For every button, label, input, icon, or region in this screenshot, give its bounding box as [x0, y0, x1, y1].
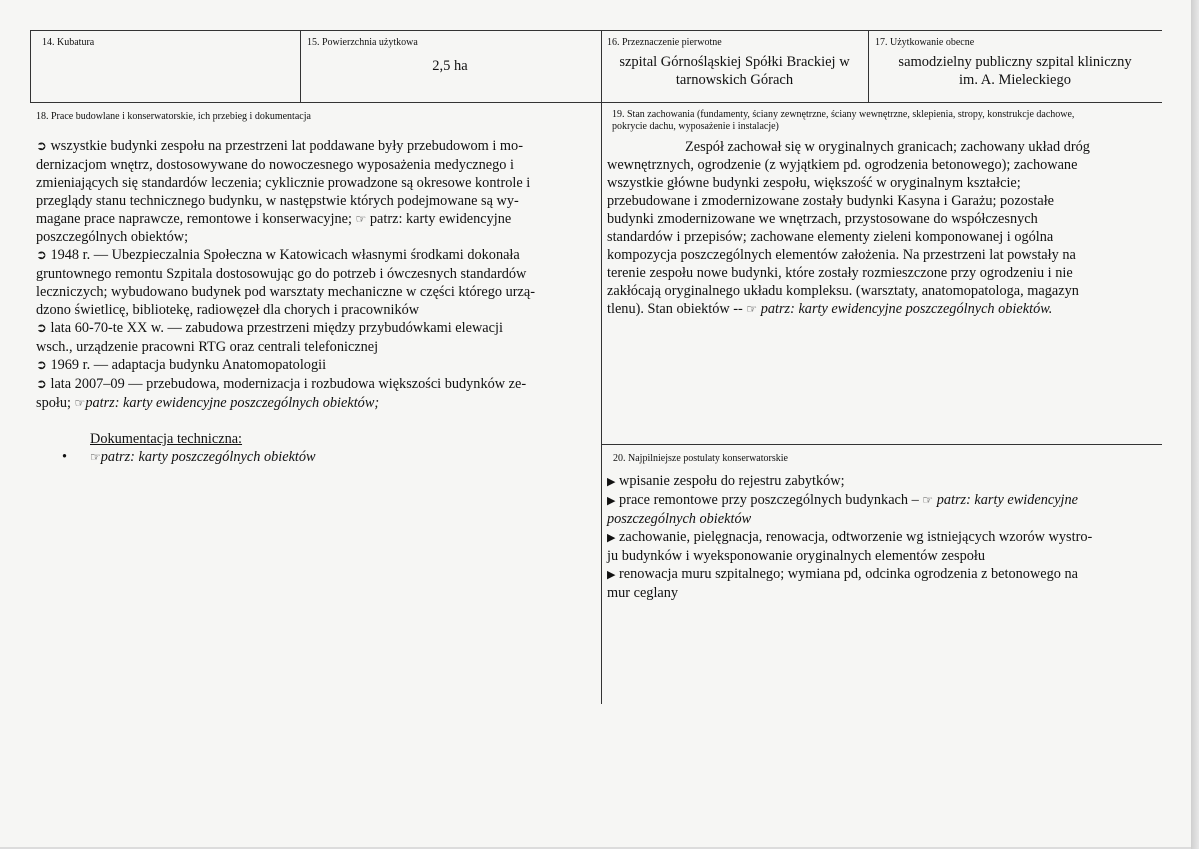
arrow-bullet-icon: ➲ [36, 248, 47, 263]
s18-line: ➲ lata 60-70-te XX w. — zabudowa przestrzeni między przybudówkami elewacji [36, 320, 503, 336]
doc-bullet: • [62, 449, 68, 465]
s20-line: ▶ renowacja muru szpitalnego; wymiana pd, odcinka ogrodzenia z betonowego na [607, 566, 1078, 582]
section-20-body [607, 472, 1147, 602]
s18-line: leczniczych; wybudowano budynek pod warsztaty mechaniczne w części którego urzą- [36, 284, 535, 300]
field-15-value: 2,5 ha [432, 58, 468, 74]
paper-edge [1191, 0, 1199, 849]
s18-line: zmieniających się standardów leczenia; cyklicznie prowadzone są okresowe kontrole i [36, 175, 531, 191]
s19-line: wszystkie główne budynki zespołu, większość w oryginalnym kształcie; [607, 175, 1021, 191]
s18-line: ➲ wszystkie budynki zespołu na przestrzeni lat poddawane były przebudowom i mo- [36, 138, 523, 154]
triangle-bullet-icon: ▶ [607, 494, 616, 507]
section-18-body [36, 137, 592, 412]
field-17-label: 17. Użytkowanie obecne [875, 37, 975, 48]
pointing-hand-icon: ☞ [746, 302, 758, 316]
s19-line: przebudowane i zmodernizowane zostały budynki Kasyna i Garażu; pozostałe [607, 193, 1055, 209]
doc-item: • ☞patrz: karty poszczególnych obiektów [62, 449, 316, 465]
s20-line: ▶ wpisanie zespołu do rejestru zabytków; [607, 473, 845, 489]
section-19-label [612, 109, 1157, 133]
s18-line: dzono świetlicę, bibliotekę, radiowęzeł dla chorych i pracowników [36, 302, 420, 318]
arrow-bullet-icon: ➲ [36, 377, 47, 392]
field-16-value [601, 53, 868, 89]
s18-line: przeglądy stanu technicznego budynku, w następstwie których podejmowane są wy- [36, 193, 519, 209]
s19-line: wewnętrznych, ogrodzenie (z wyjątkiem pd. ogrodzenia betonowego); zachowane [607, 157, 1078, 173]
section-19-body [607, 138, 1147, 318]
doc-heading: Dokumentacja techniczna: [90, 431, 243, 447]
s20-line: ▶ prace remontowe przy poszczególnych budynkach – ☞ patrz: karty ewidencyjne [607, 492, 1079, 508]
pointing-hand-icon: ☞ [74, 396, 86, 410]
s20-line: mur ceglany [607, 585, 679, 601]
s19-line: Zespół zachował się w oryginalnych granicach; zachowany układ dróg [685, 139, 1090, 155]
s18-line: gruntownego remontu Szpitala dostosowując go do potrzeb i ówczesnych standardów [36, 266, 527, 282]
col-divider-main [601, 30, 602, 704]
field-15-label: 15. Powierzchnia użytkowa [307, 37, 418, 48]
s19-label-line1: 19. Stan zachowania (fundamenty, ściany zewnętrzne, ściany wewnętrzne, sklepienia, stropy, konstrukcje dachowe, [612, 109, 1075, 120]
arrow-bullet-icon: ➲ [36, 358, 47, 373]
field-14-label: 14. Kubatura [42, 37, 95, 48]
left-border [30, 30, 31, 102]
s18-line: wsch., urządzenie pracowni RTG oraz centrali telefonicznej [36, 339, 379, 355]
s19-line: tlenu). Stan obiektów -- ☞ patrz: karty ewidencyjne poszczególnych obiektów. [607, 301, 1053, 317]
s18-line: ➲ 1969 r. — adaptacja budynku Anatomopatologii [36, 357, 327, 373]
section-18-label: 18. Prace budowlane i konserwatorskie, ich przebieg i dokumentacja [36, 111, 311, 122]
s19-line: standardów i przepisów; zachowane elementy zieleni komponowanej i ogólna [607, 229, 1054, 245]
s19-line: zakłócają oryginalnego układu kompleksu. (warsztaty, anatomopatologa, magazyn [607, 283, 1079, 299]
section-20-divider [601, 444, 1162, 445]
triangle-bullet-icon: ▶ [607, 568, 616, 581]
row-divider [30, 102, 1162, 103]
s18-line: magane prace naprawcze, remontowe i konserwacyjne; ☞ patrz: karty ewidencyjne [36, 211, 512, 227]
field-16-value-line1: szpital Górnośląskiej Spółki Brackiej w [619, 54, 850, 70]
field-17-value-line1: samodzielny publiczny szpital kliniczny [898, 54, 1132, 70]
s20-line: ▶ zachowanie, pielęgnacja, renowacja, odtworzenie wg istniejących wzorów wystro- [607, 529, 1093, 545]
s20-line: ju budynków i wyeksponowanie oryginalnych elementów zespołu [607, 548, 985, 564]
s20-line: poszczególnych obiektów [607, 511, 752, 527]
triangle-bullet-icon: ▶ [607, 475, 616, 488]
s19-line: terenie zespołu nowe budynki, które zostały rozmieszczone przy ogrodzeniu i nie [607, 265, 1073, 281]
s19-line: budynki zmodernizowane we wnętrzach, przystosowane do współczesnych [607, 211, 1038, 227]
s18-line: społu; ☞patrz: karty ewidencyjne poszczególnych obiektów; [36, 395, 380, 411]
arrow-bullet-icon: ➲ [36, 321, 47, 336]
triangle-bullet-icon: ▶ [607, 531, 616, 544]
arrow-bullet-icon: ➲ [36, 139, 47, 154]
s19-label-line2: pokrycie dachu, wyposażenie i instalacje) [612, 121, 779, 132]
field-17-value-line2: im. A. Mieleckiego [959, 72, 1071, 88]
pointing-hand-icon: ☞ [90, 450, 101, 464]
field-16-value-line2: tarnowskich Górach [675, 72, 794, 88]
s18-line: dernizacjom wnętrz, dostosowywane do nowoczesnego wyposażenia medycznego i [36, 157, 514, 173]
field-17-value [868, 53, 1162, 89]
pointing-hand-icon: ☞ [355, 212, 367, 226]
s18-line: ➲ 1948 r. — Ubezpieczalnia Społeczna w Katowicach własnymi środkami dokonała [36, 247, 520, 263]
s18-line: poszczególnych obiektów; [36, 229, 189, 245]
pointing-hand-icon: ☞ [922, 493, 934, 507]
section-20-label: 20. Najpilniejsze postulaty konserwatorskie [613, 453, 788, 464]
field-16-label: 16. Przeznaczenie pierwotne [607, 37, 722, 48]
s19-line: kompozycja poszczególnych elementów założenia. Na przestrzeni lat powstały na [607, 247, 1076, 263]
technical-documentation [36, 430, 592, 466]
top-border [30, 30, 1162, 31]
s18-line: ➲ lata 2007–09 — przebudowa, modernizacja i rozbudowa większości budynków ze- [36, 376, 527, 392]
